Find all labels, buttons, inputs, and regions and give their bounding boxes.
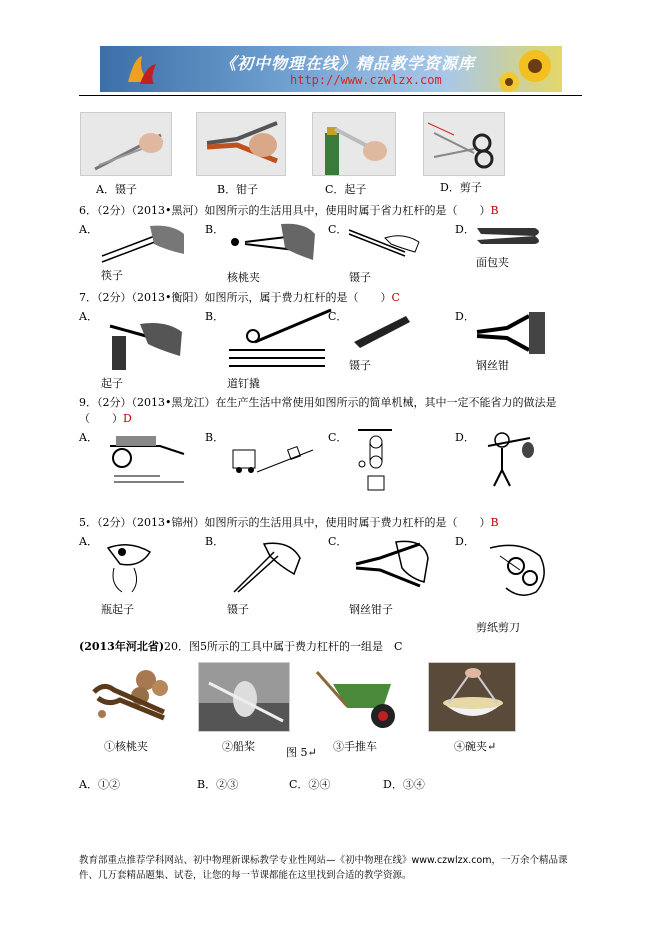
header-rule <box>79 95 582 96</box>
walnut-cracker-photo <box>84 662 170 732</box>
q5-option-b: B． <box>205 535 225 548</box>
header-url: http://www.czwlzx.com <box>290 73 442 87</box>
q20-choice-d: D．③④ <box>383 778 425 791</box>
q6-caption-a: 筷子 <box>101 269 123 282</box>
carrying-person-sketch <box>478 428 534 490</box>
top-label-b: B．钳子 <box>217 183 259 196</box>
logo-icon <box>120 52 160 88</box>
sunflower-icon <box>495 46 562 92</box>
q20-caption-2: ②船桨 <box>222 740 255 753</box>
q5-option-d: D． <box>455 535 475 548</box>
q6-option-c: C． <box>328 223 348 236</box>
q6-option-d: D． <box>455 223 475 236</box>
q6-option-b: B． <box>205 223 225 236</box>
question-9-answer: D <box>123 412 132 425</box>
top-label-c: C．起子 <box>325 183 367 196</box>
q7-caption-b: 道钉撬 <box>227 377 260 390</box>
q6-option-a: A． <box>79 223 98 236</box>
question-5 <box>79 514 499 530</box>
footer-line-1: 教育部重点推荐学科网站、初中物理新课标教学专业性网站—《初中物理在线》www.czwlzx.com，一万余个精品课 <box>79 855 568 866</box>
top-label-d: D．剪子 <box>440 181 482 194</box>
q7-caption-c: 镊子 <box>349 359 371 372</box>
q20-caption-1: ①核桃夹 <box>104 740 148 753</box>
q7-option-b: B． <box>205 310 225 323</box>
q20-caption-4: ④碗夹↵ <box>454 740 497 753</box>
q5-option-a: A． <box>79 535 98 548</box>
question-20 <box>79 638 402 654</box>
q6-caption-c: 镊子 <box>349 271 371 284</box>
bowl-clamp-photo <box>428 662 516 732</box>
q7-option-a: A． <box>79 310 98 323</box>
question-7-text: 7．（2分）（2013•衡阳）如图所示，属于费力杠杆的是（ ） <box>79 291 392 304</box>
q20-choice-c: C．②④ <box>289 778 331 791</box>
q20-choice-b: B．②③ <box>197 778 239 791</box>
question-20-text: 20．图5所示的工具中属于费力杠杆的一组是 C <box>164 640 403 653</box>
q5-caption-a: 瓶起子 <box>101 603 134 616</box>
footer <box>79 853 589 883</box>
header-banner <box>100 46 562 92</box>
question-6-answer: B <box>490 204 499 217</box>
incline-sketch <box>227 430 317 476</box>
question-7 <box>79 289 400 305</box>
q9-option-c: C． <box>328 431 348 444</box>
q6-tweezers-sketch <box>345 222 423 262</box>
top-label-a: A．镊子 <box>96 183 137 196</box>
paper-scissors-sketch <box>480 536 554 608</box>
tweezers-photo <box>80 112 172 176</box>
wire-pliers-sketch <box>473 310 549 356</box>
q9-option-b: B． <box>205 431 225 444</box>
bottle-opener-sketch <box>100 538 162 594</box>
question-6-text: 6．（2分）（2013•黑河）如图所示的生活用具中，使用时属于省力杠杆的是（ ） <box>79 204 491 217</box>
wheelbarrow-sketch <box>100 430 192 488</box>
q7-caption-a: 起子 <box>101 377 123 390</box>
q5-option-c: C． <box>328 535 348 548</box>
wheelbarrow-photo <box>313 662 405 732</box>
q9-option-a: A． <box>79 431 98 444</box>
q6-caption-d: 面包夹 <box>476 256 509 269</box>
question-6 <box>79 202 499 218</box>
header-title: 《初中物理在线》精品教学资源库 <box>220 54 476 73</box>
q9-option-d: D． <box>455 431 475 444</box>
question-9-text2: （ ） <box>79 412 123 425</box>
pliers-photo <box>196 112 286 176</box>
question-9-line2 <box>79 410 132 426</box>
q7-tweezers-sketch <box>350 312 414 350</box>
opener-sketch <box>100 314 186 370</box>
question-5-answer: B <box>490 516 499 529</box>
question-5-text: 5．（2分）（2013•锦州）如图所示的生活用具中，使用时属于费力杠杆的是（ ） <box>79 516 491 529</box>
q5-caption-c: 钢丝钳子 <box>349 603 393 616</box>
q7-option-c: C． <box>328 310 348 323</box>
q5-caption-d: 剪纸剪刀 <box>476 621 520 634</box>
bread-tongs-sketch <box>473 222 545 248</box>
crowbar-sketch <box>225 306 335 372</box>
question-9 <box>79 394 556 410</box>
footer-line-2: 件、几万套精品题集、试卷，让您的每一节课都能在这里找到合适的教学资源。 <box>79 870 412 881</box>
q7-caption-d: 钢丝钳 <box>476 359 509 372</box>
bottle-opener-photo <box>312 112 396 176</box>
q20-choice-a: A．①② <box>79 778 120 791</box>
q5-caption-b: 镊子 <box>227 603 249 616</box>
scissors-photo <box>423 112 505 176</box>
question-7-answer: C <box>391 291 400 304</box>
question-9-text: 9．（2分）（2013•黑龙江）在生产生活中常使用如图所示的简单机械，其中一定不能省力的做法是 <box>79 396 557 409</box>
oar-photo <box>198 662 290 732</box>
figure-5-label: 图 5↵ <box>286 746 317 759</box>
question-20-source: (2013年河北省) <box>79 640 165 653</box>
q5-tweezers-sketch <box>228 538 304 594</box>
q5-wire-pliers-sketch <box>350 538 430 596</box>
q20-caption-3: ③手推车 <box>333 740 377 753</box>
nutcracker-sketch <box>225 220 317 266</box>
pulley-sketch <box>352 428 398 496</box>
chopsticks-sketch <box>100 220 186 266</box>
q6-caption-b: 核桃夹 <box>227 271 260 284</box>
q7-option-d: D． <box>455 310 475 323</box>
